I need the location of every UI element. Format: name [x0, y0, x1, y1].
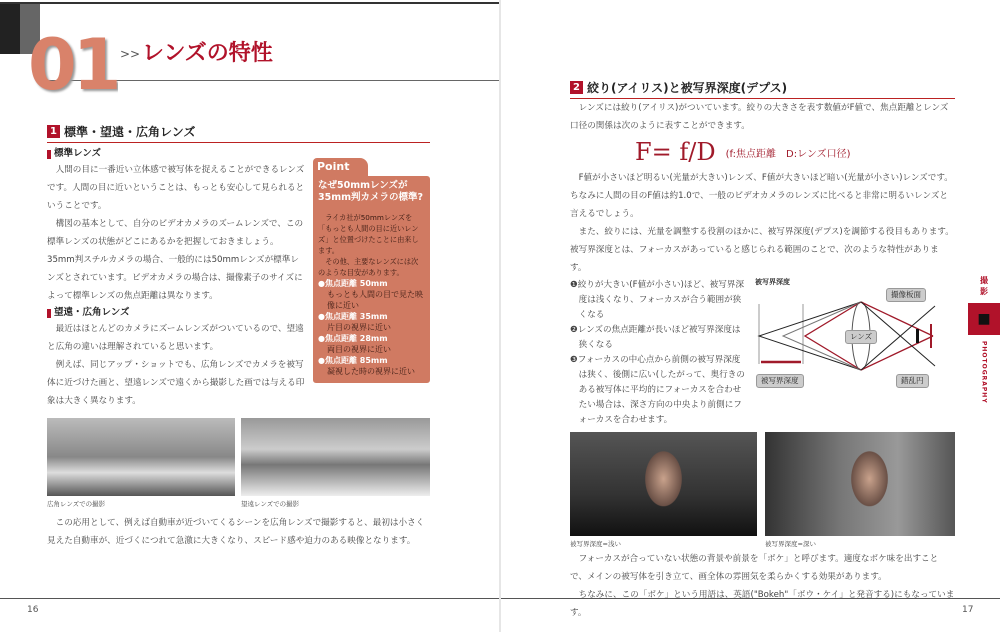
photo-telephoto-city [241, 418, 430, 496]
page-number-right: 17 [962, 605, 974, 615]
section-number: 1 [47, 125, 60, 138]
photo-caption: 広角レンズでの撮影 [47, 500, 106, 508]
diagram-title: 被写界深度 [755, 278, 790, 286]
list-item: ❷レンズの焦点距離が長いほど被写界深度は狭くなる [570, 325, 741, 350]
point-item: ●焦点距離 85mm 凝視した時の視界に近い [318, 356, 415, 376]
paragraph: 人間の目に一番近い立体感で被写体を捉えることができるレンズです。人間の目に近いということは、もっとも安心して見られるということです。 [47, 165, 305, 211]
point-text: その他、主要なレンズには次のような目安があります。 [318, 257, 419, 277]
paragraph: この応用として、例えば自動車が近づいてくるシーンを広角レンズで撮影すると、最初は小さく見えた自動車が、近づくにつれて急激に大きくなり、スピード感や迫力のある映像となります。 [47, 518, 425, 546]
point-item: ●焦点距離 35mm 片目の視界に近い [318, 312, 391, 332]
subheading-tele-wide-lens: 望遠・広角レンズ [47, 306, 305, 320]
section-title: 絞り(アイリス)と被写界深度(デプス) [587, 81, 788, 95]
photo-wide-angle-bridge [47, 418, 235, 496]
point-item: ●焦点距離 28mm 両目の視界に近い [318, 334, 391, 354]
paragraph: また、絞りには、光量を調整する役割のほかに、被写界深度(デプス)を調節する役目もあります。被写界深度とは、フォーカスがあっていると感じられる範囲のことで、次のような特性があります。 [570, 227, 954, 273]
top-rule-left [0, 2, 500, 4]
gutter [499, 0, 501, 632]
diagram-label-coc: 錯乱円 [896, 374, 929, 388]
paragraph: 構図の基本として、自分のビデオカメラのズームレンズで、この標準レンズの状態がどこにあるかを把握しておきましょう。35mm判スチルカメラの場合、一般的には50mmレンズが標準レンズとされています。ビデオカメラの場合は、撮像素子のサイズによって標準レンズの焦点距離は異なります。 [47, 219, 304, 301]
paragraph: F値が小さいほど明るい(光量が大きい)レンズ、F値が大きいほど暗い(光量が小さい)レンズです。ちなみに人間の目のF値は約1.0で、一般のビデオカメラのレンズに比べると非常に明るいレンズと言えるでしょう。 [570, 173, 953, 219]
paragraph: 例えば、同じアップ・ショットでも、広角レンズでカメラを被写体に近づけた画と、望遠レンズで遠くから撮影した画では与える印象は大きく異なります。 [47, 360, 305, 406]
arrows-icon: >> [120, 47, 141, 61]
paragraph: ちなみに、この「ボケ」という用語は、英語("Bokeh"「ボウ・ケイ」と発音する)にもなっています。 [570, 590, 955, 618]
paragraph: フォーカスが合っていない状態の背景や前景を「ボケ」と呼びます。適度なボケ味を出すことで、メインの被写体を引き立て、画全体の雰囲気を柔らかくする効果があります。 [570, 554, 939, 582]
paragraph: レンズには絞り(アイリス)がついています。絞りの大きさを表す数値がF値で、焦点距離とレンズ口径の関係は次のように表すことができます。 [570, 103, 949, 131]
formula-note: (f:焦点距離 D:レンズ口径) [725, 148, 851, 160]
diagram-label-lens: レンズ [845, 330, 877, 344]
side-tab-english: PHOTOGRAPHY [980, 341, 988, 404]
diagram-label-depth: 被写界深度 [756, 374, 804, 388]
diagram-label-sensor: 撮像板面 [886, 288, 926, 302]
subheading-standard-lens: 標準レンズ [47, 147, 305, 161]
photo-caption: 被写界深度=深い [765, 540, 816, 548]
list-item: ❶絞りが大きい(F値が小さい)ほど、被写界深度は浅くなり、フォーカスが合う範囲が狭くなる [570, 280, 745, 320]
right-column [570, 79, 955, 622]
camera-icon: ■ [968, 303, 1000, 335]
formula-text: F= f/D [635, 138, 716, 166]
point-label: Point [313, 158, 368, 176]
chapter-title: レンズの特性 [142, 41, 273, 66]
photo-caption: 被写界深度=浅い [570, 540, 621, 548]
page-number-left: 16 [27, 605, 39, 615]
section-title: 標準・望遠・広角レンズ [64, 125, 196, 139]
formula [635, 135, 955, 169]
photo-caption: 望遠レンズでの撮影 [241, 500, 300, 508]
paragraph: 最近はほとんどのカメラにズームレンズがついているので、望遠と広角の違いは理解されていると思います。 [47, 324, 304, 352]
point-title: なぜ50mmレンズが35mm判カメラの標準? [318, 180, 424, 203]
side-tab [968, 275, 1000, 404]
section-number: 2 [570, 81, 583, 94]
list-item: ❸フォーカスの中心点から前側の被写界深度は狭く、後側に広い(したがって、奥行きのある被写体に平均的にフォーカスを合わせたい場合は、深さ方向の中央より前側にフォーカスを合わせます。 [570, 355, 745, 425]
chapter-number: 01 [28, 25, 118, 105]
section-heading-2 [570, 79, 955, 99]
photo-shallow-depth [570, 432, 757, 536]
point-item: ●焦点距離 50mm もっとも人間の目で見た映像に近い [318, 279, 423, 310]
section-heading-1 [47, 123, 430, 143]
point-box [313, 158, 430, 383]
point-text: ライカ社が50mmレンズを「もっとも人間の目に近いレンズ」と位置づけたことに由来します。 [318, 213, 419, 255]
side-tab-label: 撮影 [980, 276, 988, 296]
depth-of-field-diagram [751, 278, 955, 398]
photo-deep-depth [765, 432, 955, 536]
